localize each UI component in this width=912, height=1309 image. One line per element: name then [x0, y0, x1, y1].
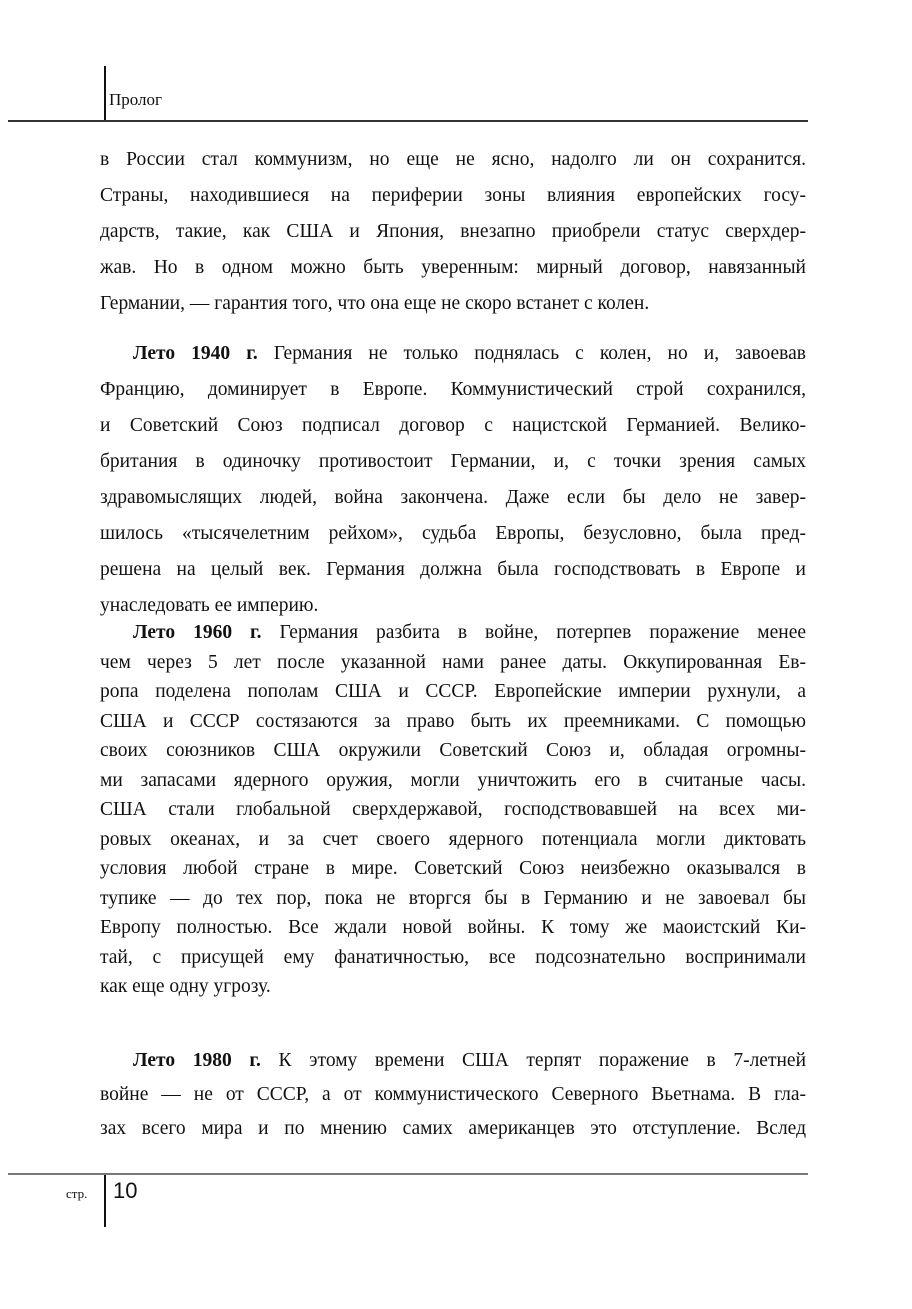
- text-line: [100, 1044, 806, 1078]
- text-line: здравомыслящих людей, война закончена. Даже если бы дело не завер-: [100, 487, 806, 508]
- text-line: Европу полностью. Все ждали новой войны. К тому же маоистский Ки-: [100, 917, 806, 938]
- text-line: ропа поделена пополам США и СССР. Европейские империи рухнули, а: [100, 681, 806, 702]
- text-line: США стали глобальной сверхдержавой, господствовавшей на всех ми-: [100, 799, 806, 820]
- text-line: Германии, — гарантия того, что она еще не скоро встанет с колен.: [100, 293, 650, 314]
- paragraph: [100, 618, 806, 1002]
- header-vertical-rule: [104, 66, 106, 122]
- text-line: [100, 618, 806, 648]
- footer-rule: [8, 1173, 808, 1175]
- text-line: как еще одну угрозу.: [100, 976, 271, 997]
- page-label: стр.: [66, 1186, 88, 1201]
- paragraph: [100, 142, 806, 322]
- line-text: К этому времени США терпят поражение в 7-летней: [260, 1050, 807, 1071]
- text-line: жав. Но в одном можно быть уверенным: мирный договор, навязанный: [100, 257, 806, 278]
- text-line: дарств, такие, как США и Япония, внезапно приобрели статус сверхдер-: [100, 221, 806, 242]
- text-line: США и СССР состязаются за право быть их преемниками. С помощью: [100, 710, 806, 732]
- text-line: ми запасами ядерного оружия, могли уничтожить его в считаные часы.: [100, 769, 806, 791]
- text-line: и Советский Союз подписал договор с нацистской Германией. Велико-: [100, 415, 806, 436]
- running-title: Пролог: [109, 90, 163, 109]
- text-line: в России стал коммунизм, но еще не ясно, надолго ли он сохранится.: [100, 149, 806, 170]
- text-line: условия любой стране в мире. Советский Союз неизбежно оказывался в: [100, 858, 806, 879]
- paragraph: [100, 1044, 806, 1146]
- text-line: чем через 5 лет после указанной нами ранее даты. Оккупированная Ев-: [100, 651, 806, 673]
- text-line: войне — не от СССР, а от коммунистического Северного Вьетнама. В гла-: [100, 1084, 806, 1105]
- header-rule: [8, 120, 808, 122]
- line-text: Германия не только поднялась с колен, но и, завоевав: [257, 343, 806, 364]
- footer-vertical-rule: [104, 1175, 106, 1227]
- paragraph-lead: Лето 1940 г.: [133, 343, 258, 364]
- text-line: тай, с присущей ему фанатичностью, все подсознательно воспринимали: [100, 946, 806, 968]
- text-line: Страны, находившиеся на периферии зоны влияния европейских госу-: [100, 185, 806, 206]
- line-text: Германия разбита в войне, потерпев поражение менее: [261, 622, 807, 643]
- text-line: унаследовать ее империю.: [100, 595, 319, 616]
- text-line: решена на целый век. Германия должна была господствовать в Европе и: [100, 559, 806, 580]
- text-line: тупике — до тех пор, пока не вторгся бы в Германию и не завоевал бы: [100, 887, 806, 909]
- text-line: британия в одиночку противостоит Германии, и, с точки зрения самых: [100, 451, 806, 472]
- text-line: зах всего мира и по мнению самих американцев это отступление. Вслед: [100, 1118, 806, 1139]
- text-line: ровых океанах, и за счет своего ядерного потенциала могли диктовать: [100, 828, 806, 850]
- text-line: Францию, доминирует в Европе. Коммунистический строй сохранился,: [100, 379, 806, 400]
- page-number: 10: [113, 1178, 138, 1203]
- paragraph: [100, 336, 806, 624]
- text-line: шилось «тысячелетним рейхом», судьба Европы, безусловно, была пред-: [100, 523, 806, 544]
- text-line: [100, 336, 806, 372]
- text-line: своих союзников США окружили Советский Союз и, обладая огромны-: [100, 740, 806, 761]
- paragraph-lead: Лето 1960 г.: [133, 622, 262, 643]
- paragraph-lead: Лето 1980 г.: [133, 1050, 261, 1071]
